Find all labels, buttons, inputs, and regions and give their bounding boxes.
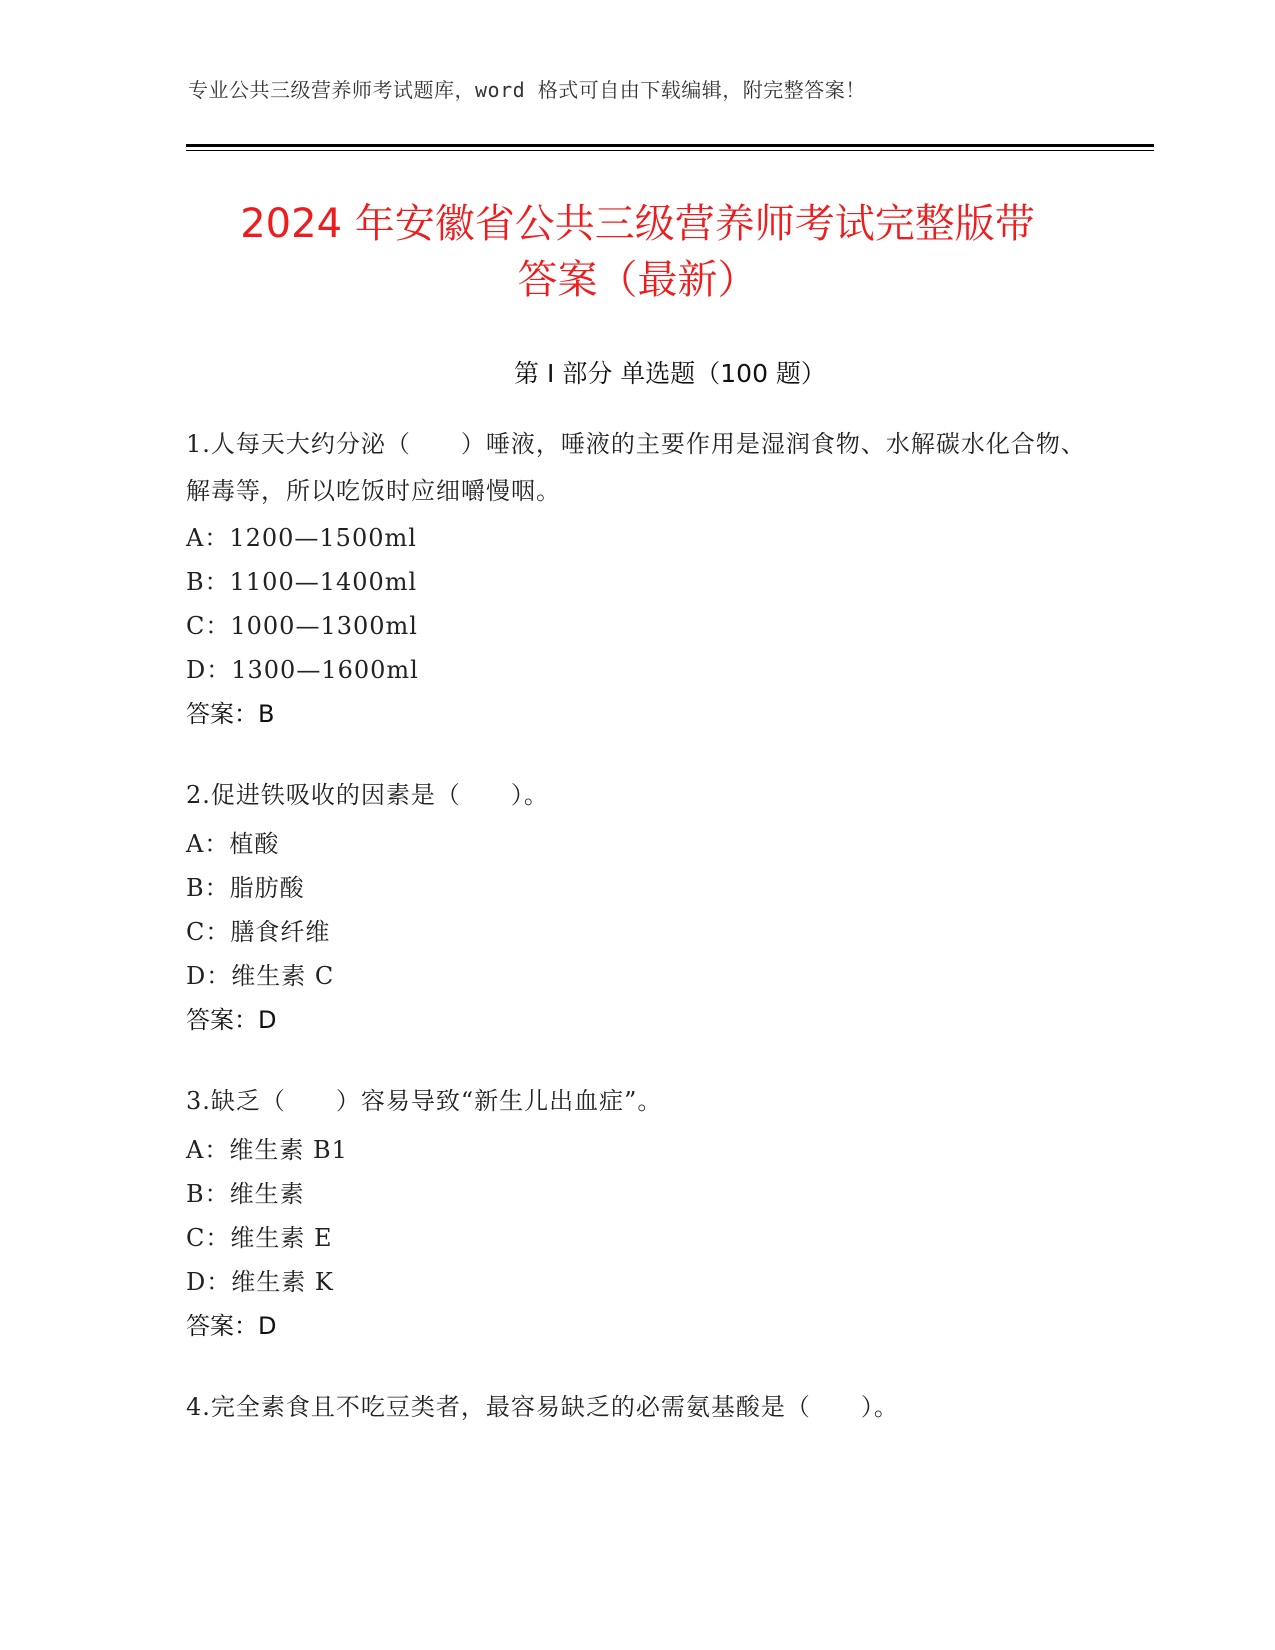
title-line-2: 答案（最新） xyxy=(517,257,758,303)
question-1-option-a: A：1200—1500ml xyxy=(186,524,417,552)
question-2-option-a: A：植酸 xyxy=(186,830,280,858)
question-1-text: 1.人每天大约分泌（ ）唾液，唾液的主要作用是湿润食物、水解碳水化合物、解毒等，所以吃饭时应细嚼慢咽。 xyxy=(186,430,1086,505)
header-rule-thick xyxy=(186,144,1154,147)
question-3-answer: 答案：D xyxy=(186,1312,277,1340)
header-rule-thin xyxy=(186,150,1154,151)
question-2-answer: 答案：D xyxy=(186,1006,277,1034)
question-3-option-a: A：维生素 B1 xyxy=(186,1136,348,1164)
section-title: 第 I 部分 单选题（100 题） xyxy=(514,359,826,388)
header-note: 专业公共三级营养师考试题库，word 格式可自由下载编辑，附完整答案！ xyxy=(188,78,866,102)
question-2-option-c: C：膳食纤维 xyxy=(186,918,331,946)
question-2-option-b: B：脂肪酸 xyxy=(186,874,305,902)
title-line-1: 2024 年安徽省公共三级营养师考试完整版带 xyxy=(240,201,1035,247)
question-3-text: 3.缺乏（ ）容易导致“新生儿出血症”。 xyxy=(186,1087,663,1115)
question-4-text: 4.完全素食且不吃豆类者，最容易缺乏的必需氨基酸是（ ）。 xyxy=(186,1393,899,1421)
question-2-option-d: D：维生素 C xyxy=(186,962,335,990)
question-1-option-b: B：1100—1400ml xyxy=(186,568,418,596)
question-1-option-d: D：1300—1600ml xyxy=(186,656,419,684)
question-3-option-d: D：维生素 K xyxy=(186,1268,334,1296)
question-2-text: 2.促进铁吸收的因素是（ ）。 xyxy=(186,781,549,809)
question-3-option-b: B：维生素 xyxy=(186,1180,305,1208)
question-1-answer: 答案：B xyxy=(186,700,275,728)
question-1-option-c: C：1000—1300ml xyxy=(186,612,418,640)
document-title xyxy=(150,196,1125,308)
question-3-option-c: C：维生素 E xyxy=(186,1224,333,1252)
